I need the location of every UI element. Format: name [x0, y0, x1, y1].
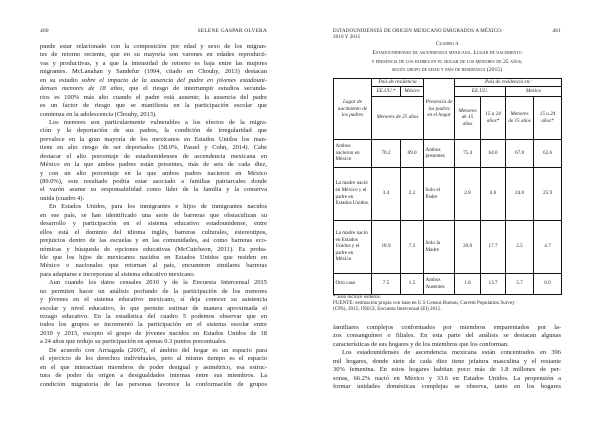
cell-value: 24.0 [506, 167, 534, 220]
text-line: desarrollo y participación en el sistema educativo estadounidense, entre [40, 220, 267, 228]
page-number-left: 460 [40, 28, 49, 34]
text-segment: en su estudio [40, 76, 82, 84]
source-note: (CPS), 2015; INEGI, Encuesta Intercensal (EI) 2015. [333, 306, 442, 312]
header-residence-country: País de residencia [372, 79, 424, 87]
text-line: en ese país, se han identificado una serie de barreras que obstaculizan su [40, 211, 267, 219]
text-line: tes de retorno reciente, que en su mayoría son varones en edades reproducti- [40, 51, 267, 59]
text-line: mil hogares, donde siete de cada diez tiene jefatura masculina y el restante [333, 357, 561, 365]
text-segment: , que el riesgo de interrumpir estudios secunda- [122, 85, 267, 93]
cell-value: 62.6 [534, 139, 562, 167]
header-usa-2: EE.UU. [455, 86, 506, 96]
table-title-line: Estadounidenses de ascendencia mexicana. Lugar de nacimiento [372, 50, 522, 56]
header-mexico-2: México [506, 86, 562, 96]
footnote: * Sólo incluye solteros. [333, 294, 381, 300]
cell-value: 13.7 [481, 273, 506, 294]
text-line: en el que interactúan miembros de poder desigual y asimétrico, esa estruc- [40, 363, 267, 371]
text-line: 2010 y 2015, excepto el grupo de jóvenes nacidos en Estados Unidos de 18 [40, 329, 267, 337]
text-line: ción y la deportación de sus padres, la condición de irregularidad que [40, 127, 267, 135]
cell-birthplace: Otro caso [334, 273, 372, 294]
table-title-line: según grupo de edad y país de residencia (2015) [391, 67, 503, 73]
text-line: para adaptarse e incorporase al sistema educativo mexicano. [40, 270, 196, 278]
text-line: todos los grupos se incrementó la participación en el sistema escolar entre [40, 321, 267, 329]
text-line: prejuicios dentro de las escuelas y en las comunidades, así como barreras eco- [40, 237, 267, 245]
text-line: y jóvenes en el sistema educativo mexicano, sí deja conocer su asistencia [40, 296, 267, 304]
header-sub: Menores de 15 años [506, 96, 534, 139]
cell-usa: 18.9 [372, 220, 401, 273]
text-line: 30% femenina. En estos hogares habitan poco más de 1.8 millones de per- [333, 366, 561, 374]
cell-mexico: 2.2 [401, 167, 424, 220]
text-line: México en la que ambos padres están presentes, más de seis de cada diez, [40, 161, 267, 169]
cell-value: 2.5 [506, 220, 534, 273]
text-line: y con un alto porcentaje en la que ambos padres nacieron en México [40, 169, 267, 177]
table-row [334, 167, 562, 220]
header-birthplace: Lugar de nacimiento de los padres [334, 79, 372, 140]
text-line: rios es 100% más alto cuando el padre está ausente; la ausencia del padre [40, 93, 267, 101]
cell-mexico: 7.3 [401, 220, 424, 273]
header-usa: EE.UU.* [372, 86, 401, 96]
cell-value: 20.0 [455, 220, 481, 273]
text-line: comienza en la adolescencia (Chouhy, 2013). [40, 110, 157, 118]
text-line: nómicas y búsqueda de opciones educativas (McCutcheon, 2011). Es proba- [40, 245, 267, 253]
cell-value: 67.8 [506, 139, 534, 167]
cell-value: 4.6 [481, 167, 506, 220]
text-line: zos consanguíneo o filiales. En esta parte del análisis se destacan algunas [333, 332, 561, 340]
text-line: destacar el alto porcentaje de estadounidenses de ascendencia mexicana en [40, 152, 267, 160]
text-line: prevalece en la gran mayoría de los mexicanos en Estados Unidos los man- [40, 135, 267, 143]
cell-value: 17.7 [481, 220, 506, 273]
page-number-right: 461 [552, 28, 561, 34]
table-label: Cuadro 4 [435, 41, 459, 47]
cell-birthplace: La madre nació en Estados Unidos y el padre en México [334, 220, 372, 273]
cell-value: 75.4 [455, 139, 481, 167]
text-line: (89.0%), este resultado podría estar asociado a familias patriarcales donde [40, 178, 267, 185]
data-table [333, 78, 562, 295]
text-line: Los menores son particularmente vulnerables a los efectos de la migra- [49, 118, 267, 126]
table-row [334, 273, 562, 294]
text-line: unida (cuadro 4). [40, 194, 85, 202]
text-line: tiene en alto riesgo de ser deportados (58.0%, Passel y Cohn, 2014). Cabe [40, 144, 267, 152]
cell-birthplace: La madre nació en México y el padre en Estados Unidos. [334, 167, 372, 220]
text-line: rezago educativo. En la estadística del cuadro 5 podemos observar que en [40, 313, 267, 320]
cell-mexico: 1.5 [401, 273, 424, 294]
text-line: es un factor de riesgo que se manifiesta en la participación escolar que [40, 102, 267, 110]
text-line: De acuerdo con Arriagada (2007), el ámbito del hogar es un espacio para [49, 346, 267, 354]
cell-usa: 7.5 [372, 273, 401, 294]
text-line: tura de poder da origen a desigualdades internas entre sus miembros. La [40, 372, 267, 380]
cell-birthplace: Ambos nacieron en México [334, 139, 372, 167]
right-page-body [333, 324, 561, 392]
table-title-line: y presencia de los padres en el hogar de los menores de 25 años, [371, 58, 523, 65]
cell-value: 5.7 [506, 273, 534, 294]
cell-usa: 3.4 [372, 167, 401, 220]
header-sub: 15 a 24 años* [534, 96, 562, 139]
header-row [334, 79, 562, 87]
text-line: En Estados Unidos, para los inmigrantes e hijos de inmigrantes nacidos [49, 203, 267, 211]
text-line: a 24 años que redujo su participación en apenas 0.3 puntos porcentuales. [40, 338, 227, 346]
cell-mexico: 89.0 [401, 139, 424, 167]
table-row [334, 220, 562, 273]
text-line: sonas, 66.2% nació en México y 33.6 en Estados Unidos. La propensión a [333, 374, 561, 382]
cell-value: 4.7 [534, 220, 562, 273]
text-line: ble que los hijos de mexicanos nacidos en Estados Unidos que residen en [40, 253, 267, 261]
cell-usa: 70.2 [372, 139, 401, 167]
left-page-body [40, 43, 267, 389]
text-line: Los estadounidenses de ascendencia mexicana están concentrados en 396 [342, 349, 561, 357]
header-presence: Presencia de los padres en el hogar [424, 79, 455, 140]
cell-value: 1.8 [455, 273, 481, 294]
text-line: no permiten hacer un análisis profundo de la participación de los menores [40, 287, 267, 295]
cell-presence: Ambos Ausentes [424, 273, 455, 294]
text-line: Aun cuando los datos censales 2010 y de la Encuesta Intercensal 2015 [49, 279, 267, 287]
header-under-25: Menores de 25 años [372, 96, 424, 139]
text-line: el varón asume su responsabilidad como líder de la familia y la conserva [40, 186, 267, 194]
running-head-left: SELENE GASPAR OLVERA [197, 28, 267, 34]
text-line: ellos está el dominio del idioma inglés, barreras culturales, estereotipos, [40, 228, 267, 236]
text-line: familiares complejos conformados por miembros emparentados por la- [333, 324, 561, 331]
header-sub: Menores de 15 años [455, 96, 481, 139]
cell-presence: Solo la Madre [424, 220, 455, 273]
running-head-right: ESTADOUNIDENSES DE ORIGEN MEXICANO EMIGRADOS A MÉXICO: 2010 Y 2015 [333, 28, 503, 40]
text-line: migrantes. McLanahan y Sandefur (1994, citado en Chouhy, 2013) destacan [40, 68, 267, 76]
text-line: escolar y nivel educativo, lo que permite estimar de manera aproximada el [40, 304, 267, 312]
cell-value: 25.9 [534, 167, 562, 220]
header-sub: 15 a 24 años* [481, 96, 506, 139]
header-residence-country-in: País de residencia en: [455, 79, 562, 87]
source-note: FUENTE: estimación propia con base en U.S Census Bureau, Current Population Survey [333, 300, 515, 306]
cell-presence: Ambos presentes [424, 139, 455, 167]
text-line: el ejercicio de los derechos individuales, pero al mismo tiempo es el espacio [40, 355, 267, 363]
italic-text: sobre el impacto de la ausencia del padre en jóvenes estadouni- [81, 76, 267, 84]
text-line: puede estar relacionado con la composición por edad y sexo de los migran- [40, 43, 267, 50]
text-line: condición migratoria de las personas favorece la conformación de grupos [40, 380, 267, 388]
text-line: vas y productivas, y a que la intensidad de retorno es baja entre las mujeres [40, 59, 267, 67]
italic-text: denses menores de 18 años [40, 85, 123, 93]
cell-value: 64.0 [481, 139, 506, 167]
text-line: México o nacionales que retornan al país, encuentren similares barreras [40, 262, 267, 270]
header-mexico: México [401, 86, 424, 96]
text-line [40, 85, 267, 93]
table-row [334, 139, 562, 167]
cell-value: 2.8 [455, 167, 481, 220]
text-line [40, 77, 267, 85]
cell-presence: Solo el Padre [424, 167, 455, 220]
text-line: formar unidades domésticas complejas se observa, tanto en los hogares [333, 383, 561, 391]
text-line: características de sus hogares y de los miembros que los conforman. [333, 340, 509, 348]
cell-value: 6.9 [534, 273, 562, 294]
